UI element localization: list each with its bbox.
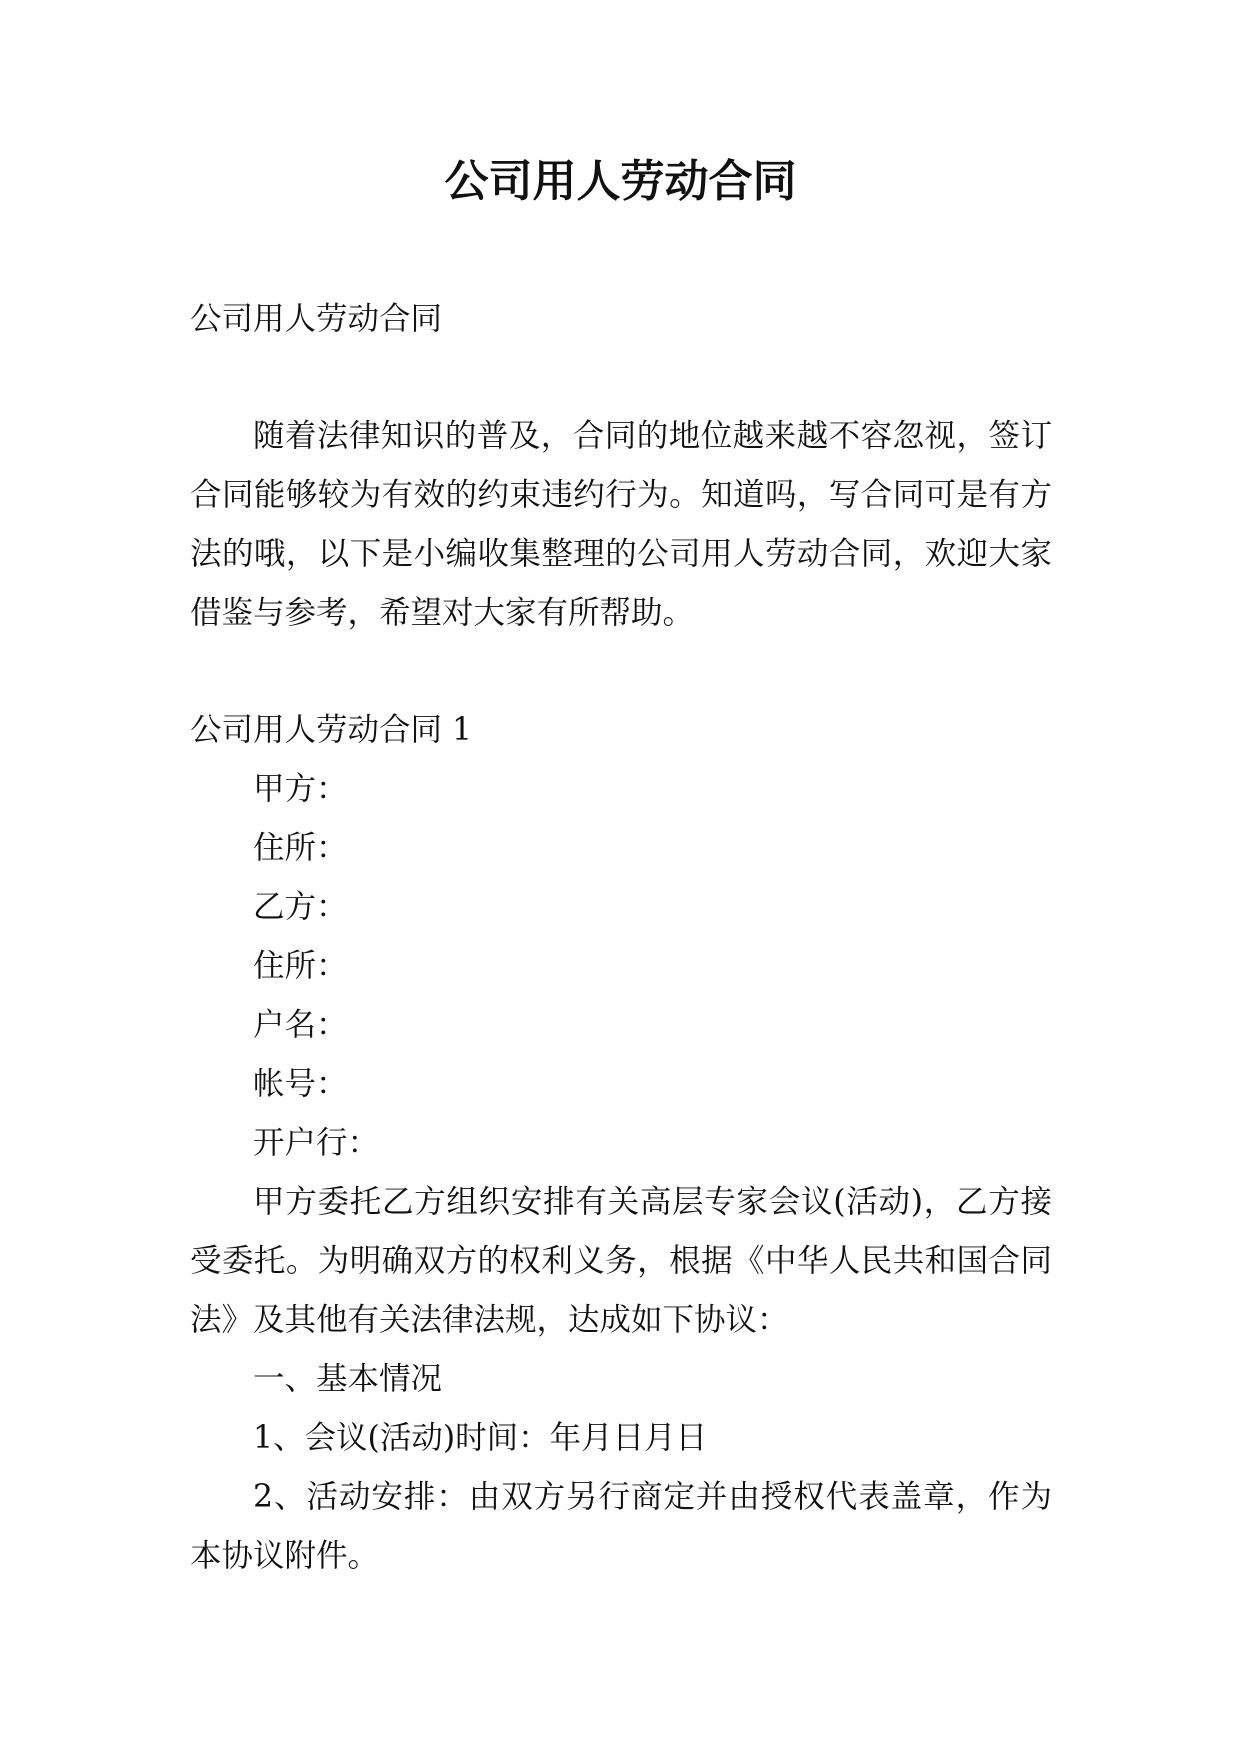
field-account-number: 帐号： (253, 1066, 348, 1102)
subtitle: 公司用人劳动合同 (190, 301, 443, 337)
document-title: 公司用人劳动合同 (444, 156, 797, 207)
field-party-b: 乙方： (253, 889, 348, 925)
field-address-b: 住所： (253, 948, 348, 984)
document-body (190, 290, 1052, 1586)
clause-item-2: 2、活动安排：由双方另行商定并由授权代表盖章，作为本协议附件。 (190, 1479, 1052, 1574)
field-account-name: 户名： (253, 1007, 348, 1043)
clause-heading: 一、基本情况 (253, 1361, 443, 1397)
field-party-a: 甲方： (253, 771, 348, 807)
field-bank: 开户行： (253, 1125, 380, 1161)
agreement-paragraph: 甲方委托乙方组织安排有关高层专家会议(活动)，乙方接受委托。为明确双方的权利义务，根据《中华人民共和国合同法》及其他有关法律法规，达成如下协议： (190, 1184, 1052, 1338)
field-address-a: 住所： (253, 830, 348, 866)
intro-paragraph: 随着法律知识的普及，合同的地位越来越不容忽视，签订合同能够较为有效的约束违约行为。知道吗，写合同可是有方法的哦，以下是小编收集整理的公司用人劳动合同，欢迎大家借鉴与参考，希望对大家有所帮助。 (190, 418, 1052, 631)
clause-item-1: 1、会议(活动)时间：年月日月日 (253, 1420, 708, 1456)
section-heading: 公司用人劳动合同 1 (190, 712, 473, 748)
